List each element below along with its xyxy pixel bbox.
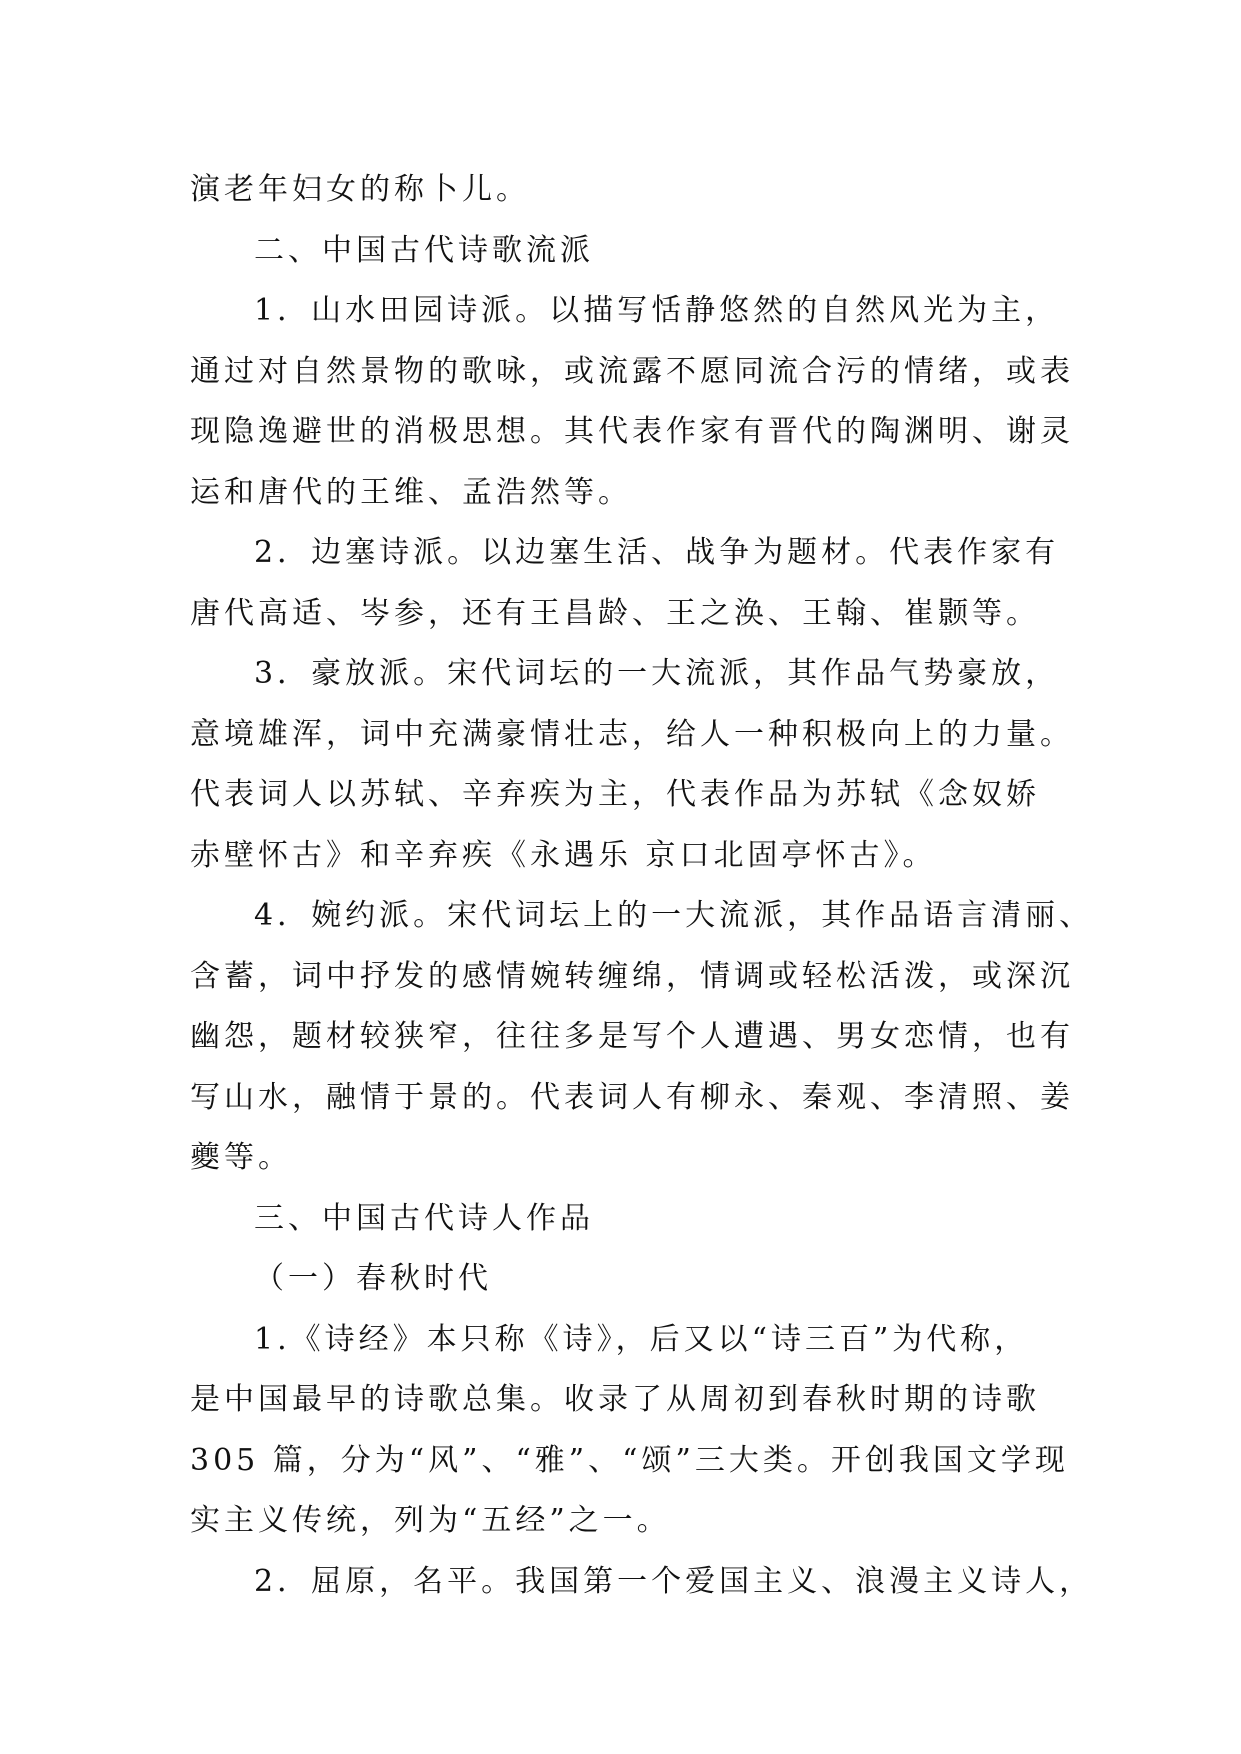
text-line: 实主义传统，列为“五经”之一。 [190, 1503, 671, 1538]
text-line: 305 篇，分为“风”、“雅”、“颂”三大类。开创我国文学现 [190, 1442, 1069, 1478]
text-line: 幽怨，题材较狭窄，往往多是写个人遭遇、男女恋情，也有 [190, 1019, 1074, 1054]
section-heading: 二、中国古代诗歌流派 [254, 232, 594, 268]
paragraph-first-line: 1.《诗经》本只称《诗》，后又以“诗三百”为代称， [254, 1321, 1029, 1357]
section-heading: 三、中国古代诗人作品 [254, 1200, 594, 1236]
paragraph-first-line: 3．豪放派。宋代词坛的一大流派，其作品气势豪放， [254, 656, 1060, 691]
subsection-heading: （一）春秋时代 [254, 1261, 492, 1296]
text-line: 运和唐代的王维、孟浩然等。 [190, 474, 632, 510]
document-body [190, 160, 1094, 1612]
text-line: 唐代高适、岑参，还有王昌龄、王之涣、王翰、崔颢等。 [190, 595, 1040, 631]
text-line: 写山水，融情于景的。代表词人有柳永、秦观、李清照、姜 [190, 1079, 1074, 1115]
text-line: 赤壁怀古》和辛弃疾《永遇乐 京口北固亭怀古》。 [190, 837, 937, 873]
paragraph-first-line: 1．山水田园诗派。以描写恬静悠然的自然风光为主， [254, 293, 1060, 328]
text-line: 意境雄浑，词中充满豪情壮志，给人一种积极向上的力量。 [190, 716, 1074, 752]
text-line: 通过对自然景物的歌咏，或流露不愿同流合污的情绪，或表 [190, 353, 1074, 389]
text-line: 代表词人以苏轼、辛弃疾为主，代表作品为苏轼《念奴娇 [190, 777, 1040, 812]
text-line: 夔等。 [190, 1140, 292, 1175]
paragraph-first-line: 2．边塞诗派。以边塞生活、战争为题材。代表作家有 [254, 535, 1060, 570]
paragraph-first-line: 2．屈原，名平。我国第一个爱国主义、浪漫主义诗人， [254, 1563, 1094, 1599]
text-line: 现隐逸避世的消极思想。其代表作家有晋代的陶渊明、谢灵 [190, 414, 1074, 449]
text-line: 演老年妇女的称卜儿。 [190, 172, 530, 207]
text-line: 是中国最早的诗歌总集。收录了从周初到春秋时期的诗歌 [190, 1382, 1040, 1417]
text-line: 含蓄，词中抒发的感情婉转缠绵，情调或轻松活泼，或深沉 [190, 958, 1074, 994]
paragraph-first-line: 4．婉约派。宋代词坛上的一大流派，其作品语言清丽、 [254, 898, 1094, 933]
